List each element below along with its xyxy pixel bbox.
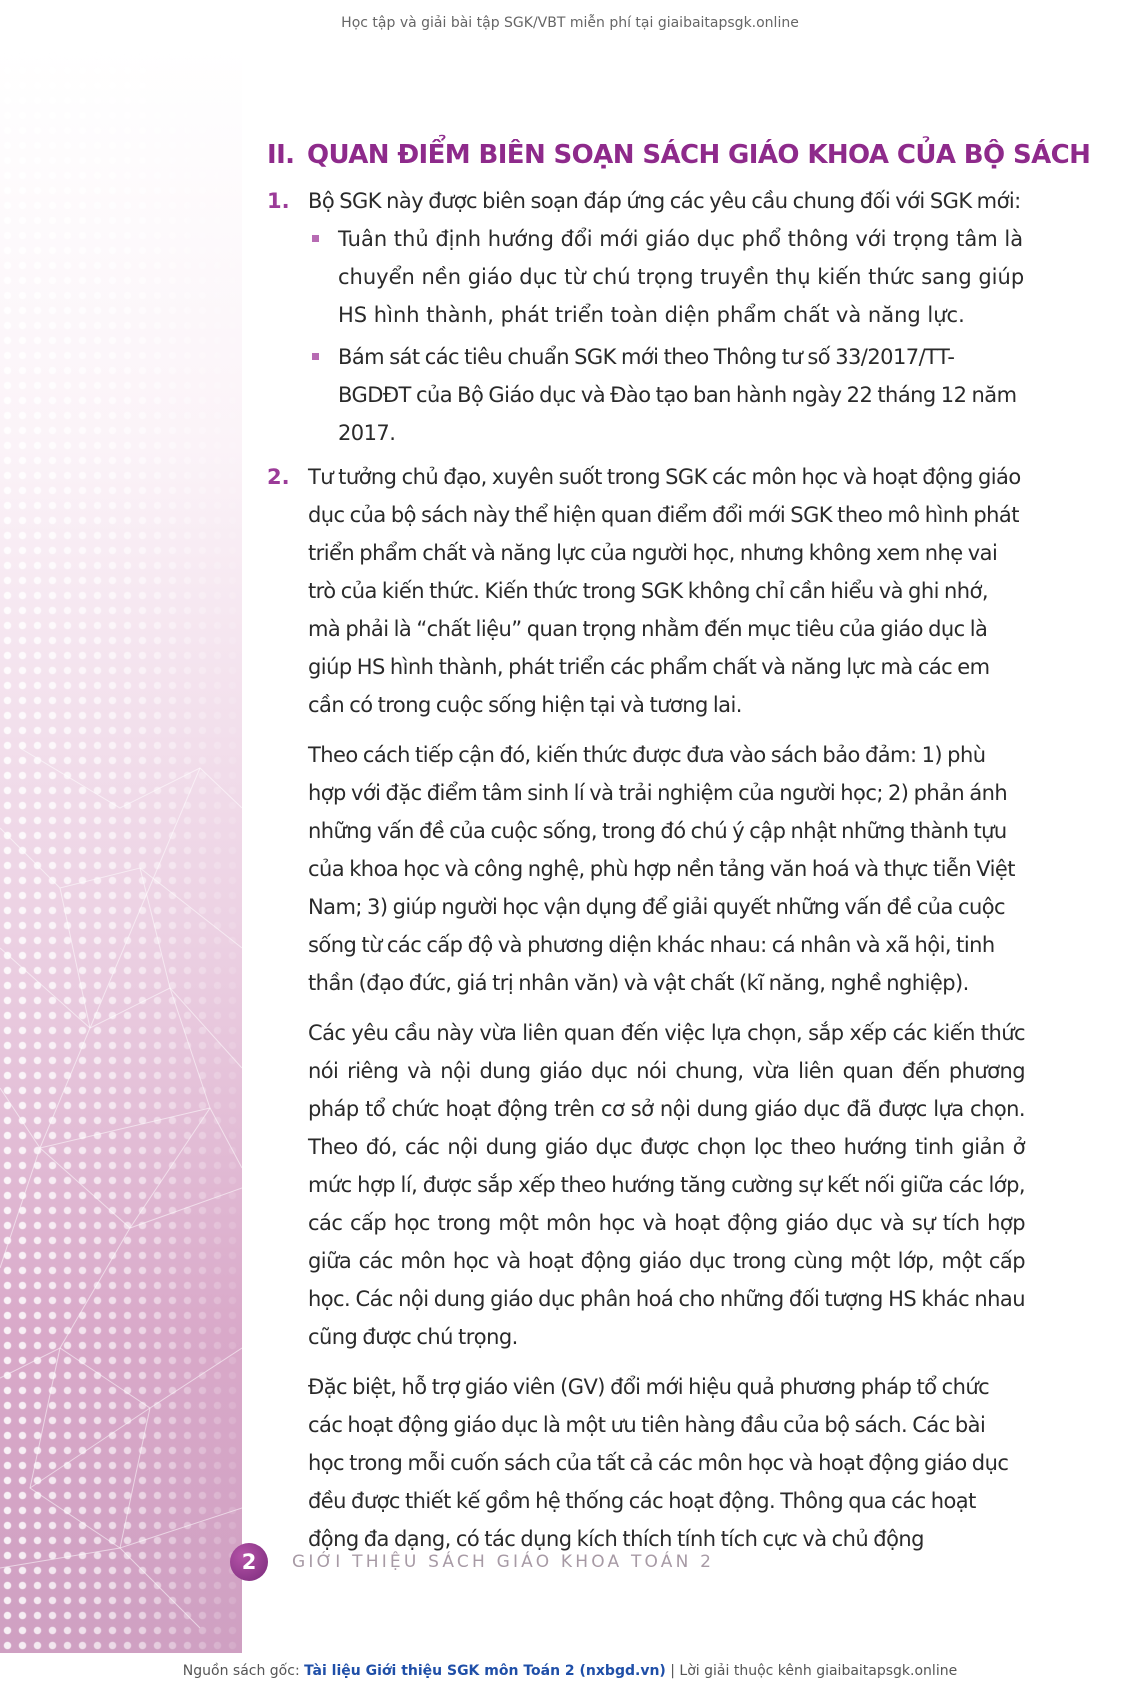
header-note: Học tập và giải bài tập SGK/VBT miễn phí tại giaibaitapsgk.online [341, 15, 799, 31]
point-2-number: 2. [267, 465, 290, 489]
network-lines-pattern [0, 48, 242, 1653]
paragraph: Theo cách tiếp cận đó, kiến thức được đưa vào sách bảo đảm: 1) phù hợp với đặc điểm tâm sinh lí và trải nghiệm của người học; 2) phản ánh những vấn đề của cuộc sống, trong đó chú ý cập nhật những thành tựu của khoa học và công nghệ, phù hợp nền tảng văn hoá và thực tiễn Việt Nam; 3) giúp người học vận dụng để giải quyết những vấn đề của cuộc sống từ các cấp độ và phương diện khác nhau: cá nhân và xã hội, tinh thần (đạo đức, giá trị nhân văn) và vật chất (kĩ năng, nghề nghiệp). [308, 743, 1015, 995]
main-content [267, 140, 1091, 1558]
bullet-item: Tuân thủ định hướng đổi mới giáo dục phổ thông với trọng tâm là chuyển nền giáo dục từ chú trọng truyền thụ kiến thức sang giúp HS hình thành, phát triển toàn diện phẩm chất và năng lực. [338, 220, 1025, 334]
point-1-bullets [308, 220, 1025, 452]
section-number: II. [267, 140, 295, 170]
point-2 [267, 458, 1025, 1558]
section-title: QUAN ĐIỂM BIÊN SOẠN SÁCH GIÁO KHOA CỦA BỘ SÁCH [307, 140, 1091, 170]
section-heading [267, 140, 1091, 170]
footer-book-title: GIỚI THIỆU SÁCH GIÁO KHOA TOÁN 2 [292, 1552, 715, 1572]
point-1 [267, 182, 1025, 452]
source-prefix: Nguồn sách gốc: [182, 1663, 305, 1679]
point-1-number: 1. [267, 189, 290, 213]
bullet-item: Bám sát các tiêu chuẩn SGK mới theo Thông tư số 33/2017/TT-BGDĐT của Bộ Giáo dục và Đào tạo ban hành ngày 22 tháng 12 năm 2017. [338, 338, 1025, 452]
decorative-side-panel [0, 48, 242, 1653]
page-number-badge: 2 [230, 1543, 268, 1581]
paragraph: Tư tưởng chủ đạo, xuyên suốt trong SGK các môn học và hoạt động giáo dục của bộ sách này thể hiện quan điểm đổi mới SGK theo mô hình phát triển phẩm chất và năng lực của người học, nhưng không xem nhẹ vai trò của kiến thức. Kiến thức trong SGK không chỉ cần hiểu và ghi nhớ, mà phải là “chất liệu” quan trọng nhằm đến mục tiêu của giáo dục là giúp HS hình thành, phát triển các phẩm chất và năng lực mà các em cần có trong cuộc sống hiện tại và tương lai. [308, 465, 1021, 717]
page-footer [230, 1543, 714, 1581]
source-link[interactable]: Tài liệu Giới thiệu SGK môn Toán 2 (nxbgd.vn) [304, 1663, 666, 1679]
source-suffix: | Lời giải thuộc kênh giaibaitapsgk.online [665, 1663, 958, 1679]
paragraph: Đặc biệt, hỗ trợ giáo viên (GV) đổi mới hiệu quả phương pháp tổ chức các hoạt động giáo dục là một ưu tiên hàng đầu của bộ sách. Các bài học trong mỗi cuốn sách của tất cả các môn học và hoạt động giáo dục đều được thiết kế gồm hệ thống các hoạt động. Thông qua các hoạt động đa dạng, có tác dụng kích thích tính tích cực và chủ động [308, 1375, 1009, 1551]
paragraph: Các yêu cầu này vừa liên quan đến việc lựa chọn, sắp xếp các kiến thức nói riêng và nội dung giáo dục nói chung, vừa liên quan đến phương pháp tổ chức hoạt động trên cơ sở nội dung giáo dục đã được lựa chọn. Theo đó, các nội dung giáo dục được chọn lọc theo hướng tinh giản ở mức hợp lí, được sắp xếp theo hướng tăng cường sự kết nối giữa các lớp, các cấp học trong một môn học và hoạt động giáo dục và sự tích hợp giữa các môn học và hoạt động giáo dục trong cùng một lớp, một cấp học. Các nội dung giáo dục phân hoá cho những đối tượng HS khác nhau cũng được chú trọng. [308, 1021, 1025, 1349]
point-1-text: Bộ SGK này được biên soạn đáp ứng các yêu cầu chung đối với SGK mới: [308, 189, 1021, 213]
source-line [0, 1663, 1140, 1679]
